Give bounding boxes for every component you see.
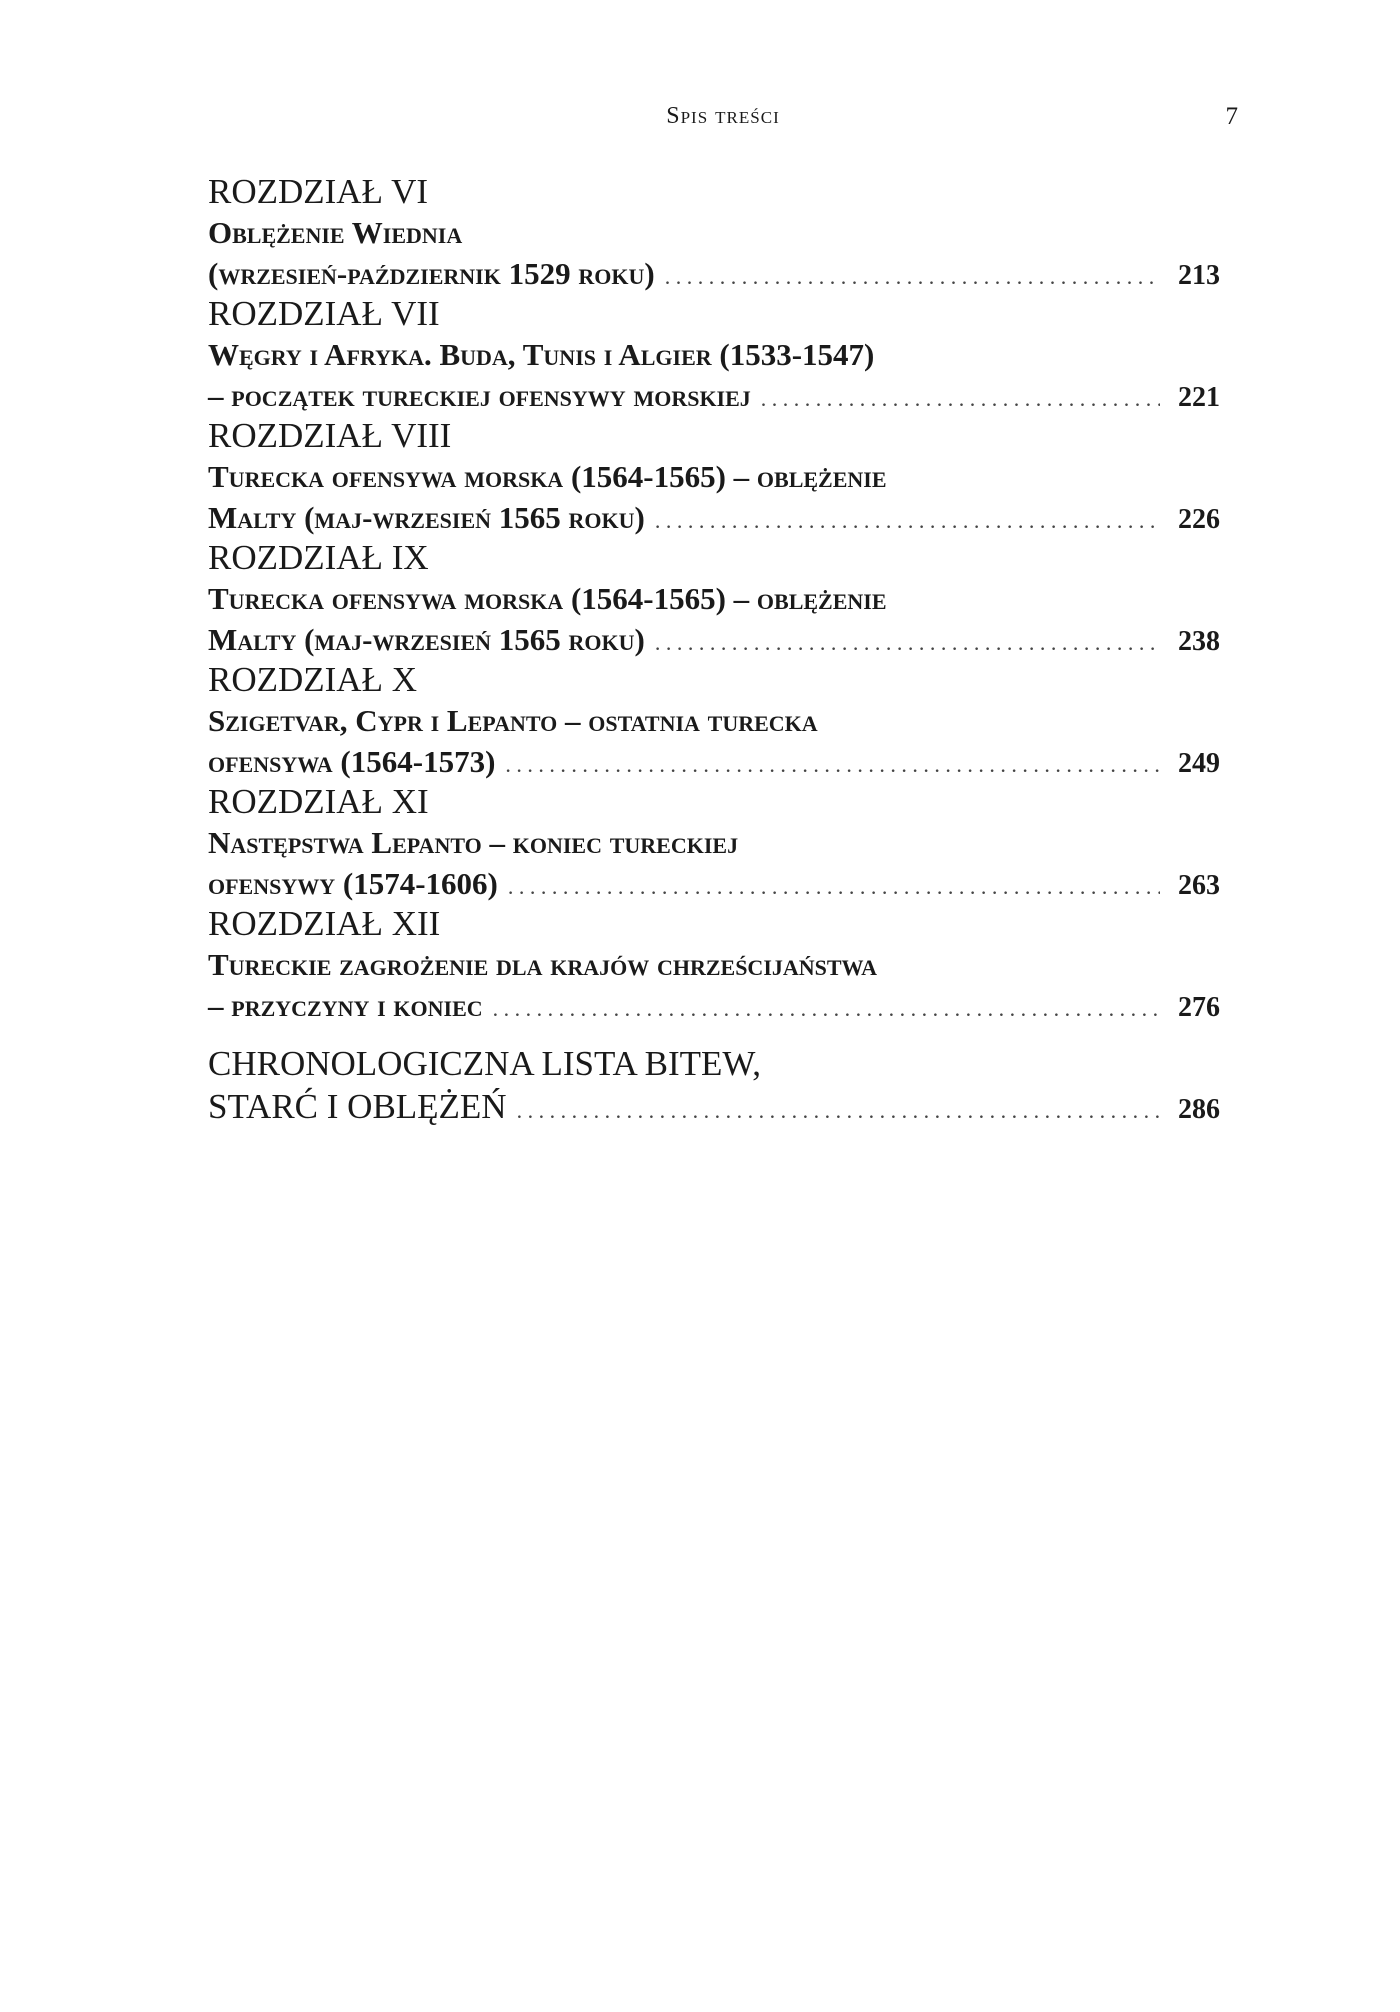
chapter-label: ROZDZIAŁ IX bbox=[208, 538, 429, 577]
toc-entry-chapter-10[interactable] bbox=[208, 660, 1220, 782]
page-reference: 238 bbox=[1178, 626, 1220, 657]
page-reference: 286 bbox=[1178, 1094, 1220, 1125]
chapter-title-line: Węgry i Afryka. Buda, Tunis i Algier (1533-1547) bbox=[208, 337, 875, 372]
chapter-title-line: Szigetvar, Cypr i Lepanto – ostatnia turecka bbox=[208, 703, 818, 738]
running-title: Spis treści bbox=[666, 103, 780, 129]
chapter-title-final-row bbox=[208, 497, 1220, 538]
dot-leader bbox=[655, 500, 1160, 541]
page-reference: 249 bbox=[1178, 748, 1220, 779]
chapter-title-final-row bbox=[208, 619, 1220, 660]
page-number: 7 bbox=[1225, 103, 1238, 130]
chapter-label: ROZDZIAŁ XI bbox=[208, 782, 429, 821]
chapter-title-line: (wrzesień-październik 1529 roku) bbox=[208, 256, 655, 291]
chapter-title-line: ofensywa (1564-1573) bbox=[208, 744, 496, 779]
toc-entry-chapter-12[interactable] bbox=[208, 904, 1220, 1026]
back-matter-title-line: STARĆ I OBLĘŻEŃ bbox=[208, 1087, 507, 1126]
dot-leader bbox=[655, 622, 1160, 663]
toc-entry-chapter-7[interactable] bbox=[208, 294, 1220, 416]
chapter-label: ROZDZIAŁ VII bbox=[208, 294, 440, 333]
chapter-title-line: Następstwa Lepanto – koniec tureckiej bbox=[208, 825, 739, 860]
chapter-title-line: ofensywy (1574-1606) bbox=[208, 866, 498, 901]
chapter-title-line: Turecka ofensywa morska (1564-1565) – oblężenie bbox=[208, 581, 887, 616]
chapter-label: ROZDZIAŁ X bbox=[208, 660, 417, 699]
chapter-title-final-row bbox=[208, 375, 1220, 416]
toc-entry-chapter-6[interactable] bbox=[208, 172, 1220, 294]
dot-leader bbox=[665, 256, 1160, 297]
page-reference: 226 bbox=[1178, 504, 1220, 535]
toc-entry-chapter-8[interactable] bbox=[208, 416, 1220, 538]
chapter-title-line: – przyczyny i koniec bbox=[208, 988, 483, 1023]
page-reference: 276 bbox=[1178, 992, 1220, 1023]
dot-leader bbox=[493, 988, 1160, 1029]
toc-entry-chronological-list[interactable] bbox=[208, 1042, 1220, 1128]
page-reference: 221 bbox=[1178, 382, 1220, 413]
page-reference: 213 bbox=[1178, 260, 1220, 291]
dot-leader bbox=[761, 378, 1160, 419]
dot-leader bbox=[508, 866, 1160, 907]
back-matter-final-row bbox=[208, 1085, 1220, 1128]
chapter-title-line: Malty (maj-wrzesień 1565 roku) bbox=[208, 500, 645, 535]
back-matter-title-line: CHRONOLOGICZNA LISTA BITEW, bbox=[208, 1044, 761, 1083]
chapter-title-final-row bbox=[208, 863, 1220, 904]
dot-leader bbox=[517, 1089, 1160, 1132]
chapter-title-line: Tureckie zagrożenie dla krajów chrześcijaństwa bbox=[208, 947, 878, 982]
chapter-label: ROZDZIAŁ XII bbox=[208, 904, 441, 943]
chapter-title-line: Turecka ofensywa morska (1564-1565) – oblężenie bbox=[208, 459, 887, 494]
chapter-title-final-row bbox=[208, 253, 1220, 294]
chapter-title-line: Oblężenie Wiednia bbox=[208, 215, 463, 250]
chapter-title-line: – początek tureckiej ofensywy morskiej bbox=[208, 378, 751, 413]
chapter-title-final-row bbox=[208, 985, 1220, 1026]
toc-entry-chapter-11[interactable] bbox=[208, 782, 1220, 904]
chapter-title-final-row bbox=[208, 741, 1220, 782]
dot-leader bbox=[505, 744, 1160, 785]
chapter-label: ROZDZIAŁ VIII bbox=[208, 416, 452, 455]
toc-entry-chapter-9[interactable] bbox=[208, 538, 1220, 660]
page-reference: 263 bbox=[1178, 870, 1220, 901]
running-header bbox=[208, 103, 1238, 133]
chapter-label: ROZDZIAŁ VI bbox=[208, 172, 429, 211]
table-of-contents bbox=[208, 172, 1220, 1128]
chapter-title-line: Malty (maj-wrzesień 1565 roku) bbox=[208, 622, 645, 657]
